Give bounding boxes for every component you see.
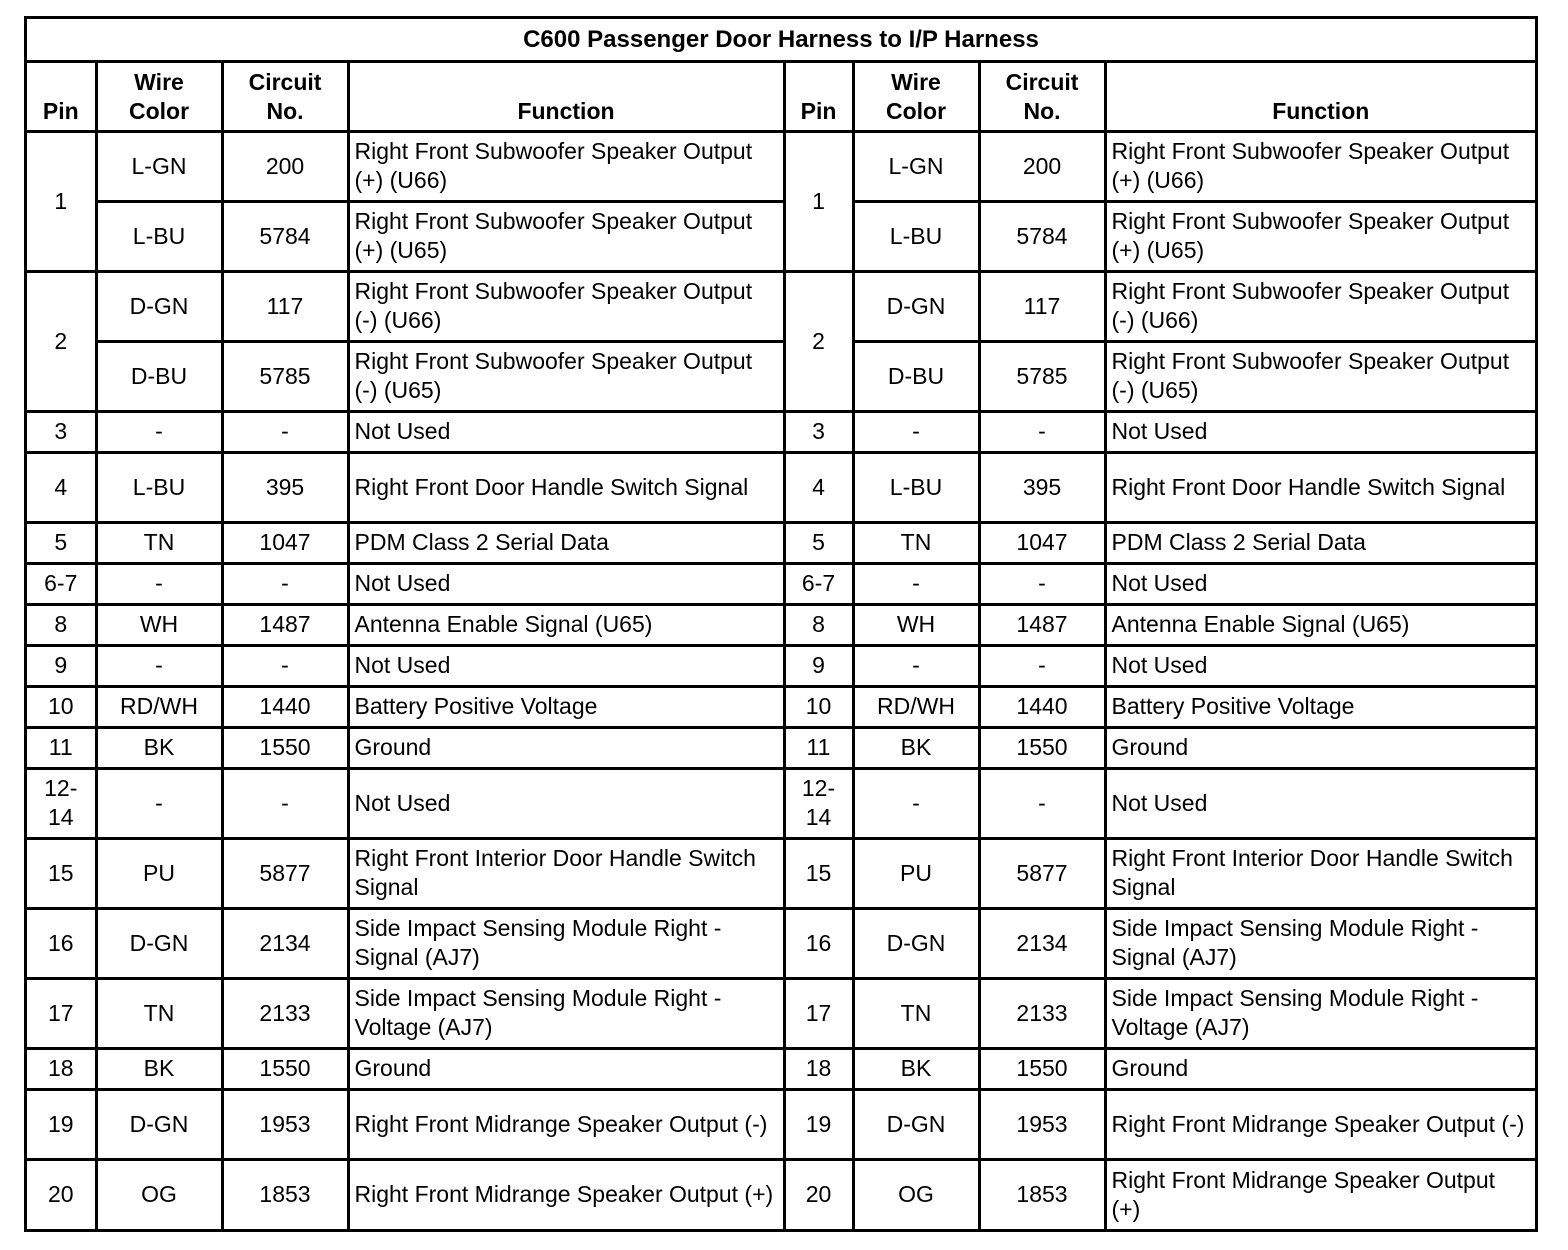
- header-function: Function: [1105, 60, 1535, 131]
- function-cell: Not Used: [348, 645, 784, 686]
- circuit-cell: 2134: [222, 908, 348, 978]
- header-pin: Pin: [27, 60, 96, 131]
- table-row: [27, 727, 1535, 768]
- pin-cell: 3: [784, 411, 853, 452]
- table-row: [27, 452, 1535, 522]
- pin-cell: 8: [784, 604, 853, 645]
- wire-color-cell: -: [853, 411, 979, 452]
- circuit-cell: -: [979, 645, 1105, 686]
- circuit-cell: 1440: [222, 686, 348, 727]
- pin-cell: 12-14: [784, 768, 853, 838]
- pin-cell: 15: [27, 838, 96, 908]
- wire-color-cell: D-GN: [853, 908, 979, 978]
- circuit-cell: -: [979, 768, 1105, 838]
- wire-color-cell: D-GN: [96, 908, 222, 978]
- function-cell: Right Front Interior Door Handle Switch Signal: [348, 838, 784, 908]
- function-cell: Right Front Midrange Speaker Output (+): [348, 1159, 784, 1229]
- function-cell: Right Front Interior Door Handle Switch Signal: [1105, 838, 1535, 908]
- wire-color-cell: -: [853, 645, 979, 686]
- table-row: [27, 1089, 1535, 1159]
- function-cell: Not Used: [348, 563, 784, 604]
- pin-cell: 17: [784, 978, 853, 1048]
- function-cell: Ground: [1105, 1048, 1535, 1089]
- function-cell: Right Front Subwoofer Speaker Output (-) (U66): [348, 271, 784, 341]
- circuit-cell: -: [979, 411, 1105, 452]
- table-title: C600 Passenger Door Harness to I/P Harness: [27, 19, 1535, 63]
- pin-cell: 10: [27, 686, 96, 727]
- function-cell: Side Impact Sensing Module Right - Signal (AJ7): [348, 908, 784, 978]
- table-row: [27, 411, 1535, 452]
- function-cell: Ground: [1105, 727, 1535, 768]
- wire-color-cell: -: [853, 768, 979, 838]
- circuit-cell: 2134: [979, 908, 1105, 978]
- pin-cell: 4: [27, 452, 96, 522]
- circuit-cell: 5785: [979, 341, 1105, 411]
- wire-color-cell: WH: [853, 604, 979, 645]
- wire-color-cell: L-BU: [853, 452, 979, 522]
- function-cell: Not Used: [1105, 645, 1535, 686]
- table-row: [27, 1159, 1535, 1229]
- table-row: [27, 686, 1535, 727]
- table-row: [27, 838, 1535, 908]
- function-cell: Right Front Subwoofer Speaker Output (+) (U65): [1105, 201, 1535, 271]
- circuit-cell: 1550: [979, 1048, 1105, 1089]
- function-cell: Right Front Subwoofer Speaker Output (+) (U66): [348, 131, 784, 201]
- table-row: [27, 341, 1535, 411]
- pin-cell: 16: [27, 908, 96, 978]
- circuit-cell: 200: [979, 131, 1105, 201]
- wire-color-cell: RD/WH: [96, 686, 222, 727]
- wire-color-cell: TN: [853, 978, 979, 1048]
- pin-cell: 19: [27, 1089, 96, 1159]
- circuit-cell: -: [979, 563, 1105, 604]
- pin-cell: 4: [784, 452, 853, 522]
- circuit-cell: 2133: [222, 978, 348, 1048]
- circuit-cell: 200: [222, 131, 348, 201]
- table-row: [27, 563, 1535, 604]
- wire-color-cell: WH: [96, 604, 222, 645]
- pin-cell: 11: [784, 727, 853, 768]
- table-row: [27, 604, 1535, 645]
- circuit-cell: 1047: [979, 522, 1105, 563]
- function-cell: Right Front Subwoofer Speaker Output (+) (U66): [1105, 131, 1535, 201]
- function-cell: Battery Positive Voltage: [348, 686, 784, 727]
- pin-cell: 8: [27, 604, 96, 645]
- wire-color-cell: -: [96, 563, 222, 604]
- wire-color-cell: L-BU: [96, 452, 222, 522]
- header-pin: Pin: [784, 60, 853, 131]
- wire-color-cell: -: [96, 768, 222, 838]
- circuit-cell: 117: [979, 271, 1105, 341]
- pin-cell: 9: [784, 645, 853, 686]
- circuit-cell: 395: [222, 452, 348, 522]
- pinout-table: [27, 60, 1535, 1229]
- wire-color-cell: D-BU: [96, 341, 222, 411]
- circuit-cell: -: [222, 411, 348, 452]
- pin-cell: 10: [784, 686, 853, 727]
- pin-cell: 19: [784, 1089, 853, 1159]
- circuit-cell: 5784: [979, 201, 1105, 271]
- pin-cell: 9: [27, 645, 96, 686]
- function-cell: Battery Positive Voltage: [1105, 686, 1535, 727]
- wire-color-cell: -: [853, 563, 979, 604]
- function-cell: Right Front Midrange Speaker Output (-): [1105, 1089, 1535, 1159]
- wire-color-cell: L-GN: [96, 131, 222, 201]
- pin-cell: 6-7: [27, 563, 96, 604]
- pin-cell: 1: [27, 131, 96, 271]
- function-cell: Right Front Door Handle Switch Signal: [1105, 452, 1535, 522]
- wire-color-cell: BK: [96, 727, 222, 768]
- header-function: Function: [348, 60, 784, 131]
- wire-color-cell: D-GN: [853, 1089, 979, 1159]
- circuit-cell: -: [222, 768, 348, 838]
- wire-color-cell: D-BU: [853, 341, 979, 411]
- circuit-cell: 1440: [979, 686, 1105, 727]
- pin-cell: 1: [784, 131, 853, 271]
- wire-color-cell: TN: [853, 522, 979, 563]
- function-cell: Not Used: [1105, 411, 1535, 452]
- circuit-cell: 1550: [222, 1048, 348, 1089]
- wire-color-cell: -: [96, 645, 222, 686]
- circuit-cell: 1047: [222, 522, 348, 563]
- table-row: [27, 768, 1535, 838]
- table-row: [27, 978, 1535, 1048]
- circuit-cell: 5785: [222, 341, 348, 411]
- circuit-cell: -: [222, 645, 348, 686]
- pin-cell: 20: [27, 1159, 96, 1229]
- circuit-cell: 1487: [222, 604, 348, 645]
- function-cell: Not Used: [348, 768, 784, 838]
- connector-table-frame: [24, 16, 1538, 1232]
- table-row: [27, 1048, 1535, 1089]
- header-row: [27, 60, 1535, 131]
- function-cell: Right Front Midrange Speaker Output (+): [1105, 1159, 1535, 1229]
- function-cell: Side Impact Sensing Module Right - Signal (AJ7): [1105, 908, 1535, 978]
- wire-color-cell: D-GN: [853, 271, 979, 341]
- circuit-cell: 5784: [222, 201, 348, 271]
- function-cell: Not Used: [1105, 563, 1535, 604]
- wire-color-cell: D-GN: [96, 1089, 222, 1159]
- pin-cell: 20: [784, 1159, 853, 1229]
- wire-color-cell: TN: [96, 522, 222, 563]
- function-cell: Ground: [348, 1048, 784, 1089]
- circuit-cell: 1953: [979, 1089, 1105, 1159]
- pin-cell: 2: [784, 271, 853, 411]
- function-cell: Side Impact Sensing Module Right - Voltage (AJ7): [1105, 978, 1535, 1048]
- circuit-cell: 5877: [979, 838, 1105, 908]
- pin-cell: 3: [27, 411, 96, 452]
- circuit-cell: 395: [979, 452, 1105, 522]
- wire-color-cell: PU: [853, 838, 979, 908]
- function-cell: Right Front Subwoofer Speaker Output (+) (U65): [348, 201, 784, 271]
- function-cell: Ground: [348, 727, 784, 768]
- pin-cell: 15: [784, 838, 853, 908]
- pin-cell: 17: [27, 978, 96, 1048]
- wire-color-cell: D-GN: [96, 271, 222, 341]
- function-cell: Not Used: [1105, 768, 1535, 838]
- wire-color-cell: BK: [853, 1048, 979, 1089]
- function-cell: Right Front Midrange Speaker Output (-): [348, 1089, 784, 1159]
- header-circuit-no: Circuit No.: [222, 60, 348, 131]
- function-cell: PDM Class 2 Serial Data: [1105, 522, 1535, 563]
- pin-cell: 2: [27, 271, 96, 411]
- function-cell: Side Impact Sensing Module Right - Voltage (AJ7): [348, 978, 784, 1048]
- pin-cell: 6-7: [784, 563, 853, 604]
- function-cell: Antenna Enable Signal (U65): [348, 604, 784, 645]
- table-row: [27, 645, 1535, 686]
- circuit-cell: 5877: [222, 838, 348, 908]
- table-row: [27, 908, 1535, 978]
- wire-color-cell: BK: [853, 727, 979, 768]
- pin-cell: 5: [784, 522, 853, 563]
- circuit-cell: 117: [222, 271, 348, 341]
- table-row: [27, 522, 1535, 563]
- function-cell: Right Front Subwoofer Speaker Output (-) (U65): [1105, 341, 1535, 411]
- circuit-cell: 2133: [979, 978, 1105, 1048]
- pin-cell: 12-14: [27, 768, 96, 838]
- circuit-cell: 1953: [222, 1089, 348, 1159]
- wire-color-cell: L-BU: [853, 201, 979, 271]
- pin-cell: 18: [27, 1048, 96, 1089]
- wire-color-cell: PU: [96, 838, 222, 908]
- circuit-cell: 1550: [979, 727, 1105, 768]
- function-cell: Right Front Subwoofer Speaker Output (-) (U66): [1105, 271, 1535, 341]
- pin-cell: 16: [784, 908, 853, 978]
- circuit-cell: 1550: [222, 727, 348, 768]
- circuit-cell: 1853: [979, 1159, 1105, 1229]
- pin-cell: 11: [27, 727, 96, 768]
- wire-color-cell: L-GN: [853, 131, 979, 201]
- header-wire-color: Wire Color: [96, 60, 222, 131]
- circuit-cell: 1853: [222, 1159, 348, 1229]
- circuit-cell: 1487: [979, 604, 1105, 645]
- wire-color-cell: TN: [96, 978, 222, 1048]
- header-circuit-no: Circuit No.: [979, 60, 1105, 131]
- function-cell: Not Used: [348, 411, 784, 452]
- function-cell: Right Front Subwoofer Speaker Output (-) (U65): [348, 341, 784, 411]
- circuit-cell: -: [222, 563, 348, 604]
- table-row: [27, 271, 1535, 341]
- wire-color-cell: OG: [96, 1159, 222, 1229]
- header-wire-color: Wire Color: [853, 60, 979, 131]
- function-cell: PDM Class 2 Serial Data: [348, 522, 784, 563]
- function-cell: Antenna Enable Signal (U65): [1105, 604, 1535, 645]
- table-row: [27, 131, 1535, 201]
- wire-color-cell: L-BU: [96, 201, 222, 271]
- wire-color-cell: BK: [96, 1048, 222, 1089]
- table-row: [27, 201, 1535, 271]
- pin-cell: 18: [784, 1048, 853, 1089]
- wire-color-cell: RD/WH: [853, 686, 979, 727]
- wire-color-cell: OG: [853, 1159, 979, 1229]
- wire-color-cell: -: [96, 411, 222, 452]
- pin-cell: 5: [27, 522, 96, 563]
- function-cell: Right Front Door Handle Switch Signal: [348, 452, 784, 522]
